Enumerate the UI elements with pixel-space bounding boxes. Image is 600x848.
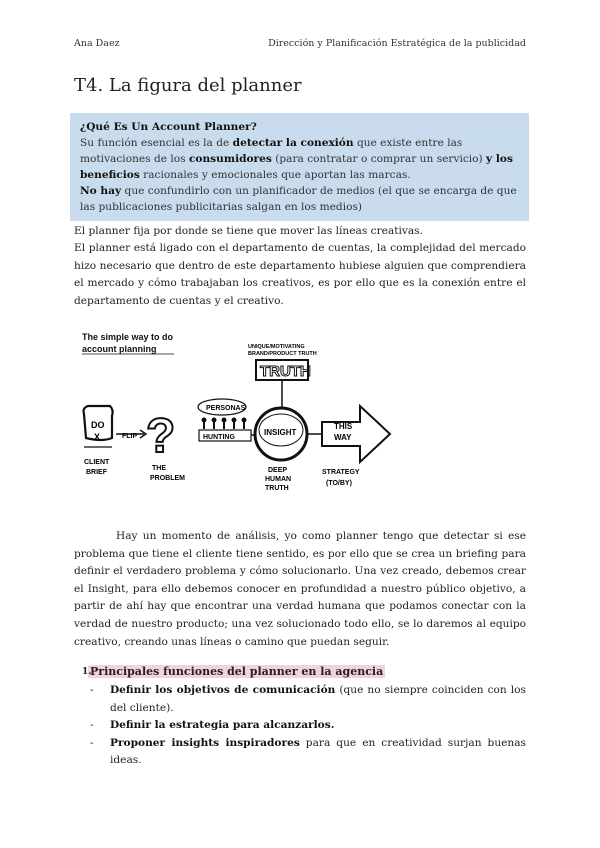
client-brief-label-2: BRIEF	[86, 469, 107, 476]
client-brief-icon	[84, 406, 113, 447]
personas-icon	[202, 418, 247, 430]
truth-label: TRUTH	[260, 363, 311, 380]
deep-label-3: TRUTH	[265, 485, 289, 492]
strategy-label-1: STRATEGY	[322, 469, 360, 476]
question-mark-icon: ?	[146, 410, 176, 463]
list-item: - Definir la estrategia para alcanzarlos.	[90, 719, 335, 732]
diagram-title-2: account planning	[82, 344, 157, 354]
deep-label-1: DEEP	[268, 467, 288, 474]
paragraph-2: El planner está ligado con el departamento de cuentas, la complejidad del mercado hizo necesario que dentro de este departamento hubiese alguien que comprendiera el mercado y cómo trabajaban los creativos, es por ello que es la conexión entre el departamento de cuentas y el creativo.	[74, 242, 526, 307]
truth-caption-2: BRAND/PRODUCT TRUTH	[248, 351, 317, 357]
header-course: Dirección y Planificación Estratégica de la publicidad	[268, 38, 526, 49]
svg-text:DO: DO	[91, 420, 105, 430]
strategy-label-2: (TO/BY)	[326, 480, 352, 487]
section-heading-text: Principales funciones del planner en la agencia	[90, 665, 384, 678]
problem-label-2: PROBLEM	[150, 475, 185, 482]
strategy-arrow-icon	[322, 406, 390, 462]
diagram-title-1: The simple way to do	[82, 332, 174, 342]
deep-label-2: HUMAN	[265, 476, 292, 483]
arrow-label-1: THIS	[334, 422, 353, 431]
paragraph-3: Hay un momento de análisis, yo como planner tengo que detectar si ese problema que tiene el cliente tiene sentido, es por ello que se crea un briefing para definir el verdadero problema y cómo solucionarlo. Una vez creado, debemos crear el Insight, para ello debemos conocer en profundidad a nuestro público objetivo, a partir de ahí hay que encontrar una verdad humana que podamos conectar con la verdad de nuestro producto; una vez solucionado todo ello, se lo daremos al equipo creativo, creando unas líneas o camino que puedan seguir.	[74, 530, 526, 648]
box-definition: Su función esencial es la de detectar la conexión que existe entre las motivaciones de los consumidores (para contratar o comprar un servicio) y los beneficios racionales y emocionales que aportan las marcas.	[80, 137, 513, 181]
personas-label: PERSONAS	[206, 405, 246, 412]
account-planning-diagram	[72, 322, 402, 502]
svg-text:X: X	[94, 432, 101, 442]
list-item: - Proponer insights inspiradores para que en creatividad surjan buenas ideas.	[90, 736, 526, 767]
section-number: 1.	[82, 667, 92, 677]
list-item: - Definir los objetivos de comunicación (que no siempre coinciden con los del cliente).	[90, 684, 526, 714]
definition-box	[70, 113, 529, 221]
functions-list	[90, 682, 526, 770]
header-author: Ana Daez	[74, 38, 120, 49]
section-heading	[82, 665, 385, 678]
box-note: No hay que confundirlo con un planificador de medios (el que se encarga de que las publicaciones publicitarias salgan en los medios)	[80, 185, 517, 213]
client-brief-label-1: CLIENT	[84, 459, 110, 466]
flip-label: FLIP	[122, 433, 138, 440]
box-question: ¿Qué Es Un Account Planner?	[80, 121, 257, 133]
section-title: T4. La figura del planner	[74, 75, 302, 96]
paragraph-1: El planner fija por donde se tiene que mover las líneas creativas.	[74, 225, 423, 237]
insight-label: INSIGHT	[264, 428, 297, 437]
problem-label-1: THE	[152, 465, 166, 472]
hunting-label: HUNTING	[203, 434, 235, 441]
truth-caption-1: UNIQUE/MOTIVATING	[248, 344, 305, 350]
arrow-label-2: WAY	[334, 433, 352, 442]
